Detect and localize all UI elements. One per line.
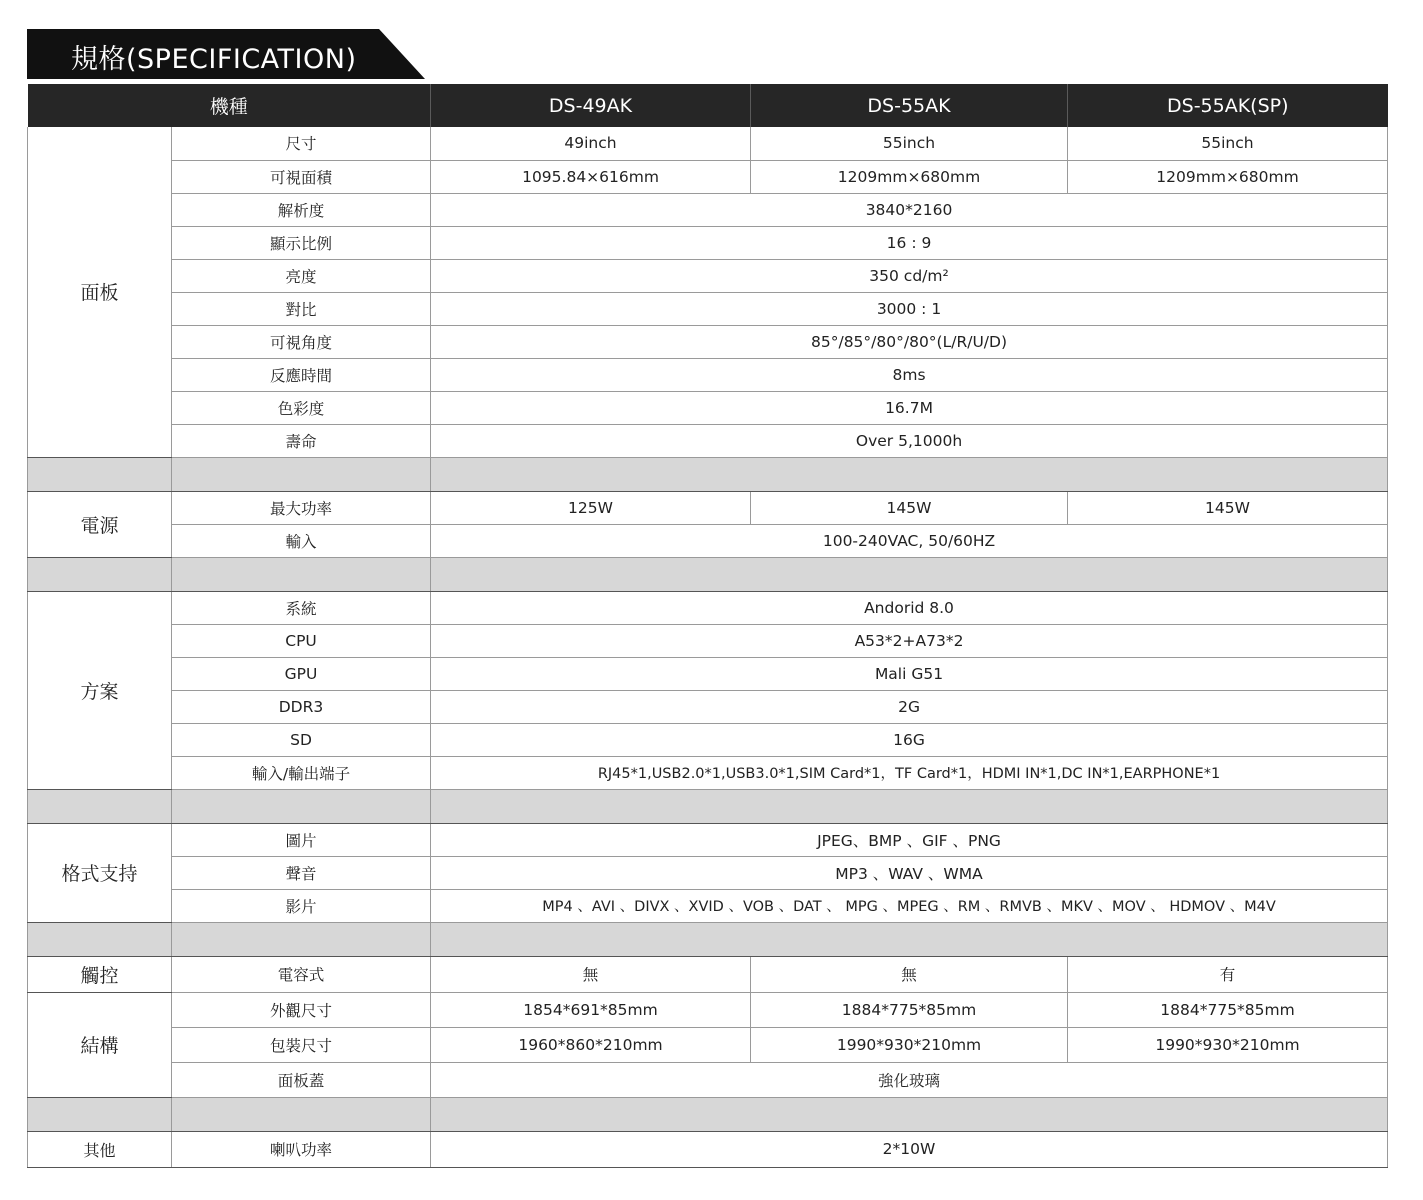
- cell-value: 1884*775*85mm: [1068, 992, 1388, 1027]
- row-label: 包裝尺寸: [172, 1027, 431, 1062]
- category-power: 電源: [28, 491, 172, 557]
- cell-value: 55inch: [751, 127, 1068, 160]
- row-label: 最大功率: [172, 491, 431, 524]
- header-model-2: DS-55AK: [751, 84, 1068, 127]
- cell-value: 1854*691*85mm: [431, 992, 751, 1027]
- table-row: [28, 524, 1388, 557]
- cell-value: 3840*2160: [431, 193, 1388, 226]
- table-row: [28, 992, 1388, 1027]
- cell-value: 100-240VAC, 50/60HZ: [431, 524, 1388, 557]
- cell-value: 無: [431, 956, 751, 992]
- table-row: [28, 358, 1388, 391]
- separator-row: [28, 1097, 1388, 1131]
- row-label: DDR3: [172, 690, 431, 723]
- row-label: 外觀尺寸: [172, 992, 431, 1027]
- table-row: [28, 325, 1388, 358]
- table-row: [28, 823, 1388, 856]
- section-title-tab: [27, 29, 425, 79]
- cell-value: 85°/85°/80°/80°(L/R/U/D): [431, 325, 1388, 358]
- cell-value: A53*2+A73*2: [431, 624, 1388, 657]
- row-label: SD: [172, 723, 431, 756]
- table-row: [28, 160, 1388, 193]
- cell-value: 1960*860*210mm: [431, 1027, 751, 1062]
- table-row: [28, 624, 1388, 657]
- row-label: 系統: [172, 591, 431, 624]
- table-row: [28, 657, 1388, 690]
- row-label: 顯示比例: [172, 226, 431, 259]
- table-row: [28, 1027, 1388, 1062]
- row-label: 影片: [172, 889, 431, 922]
- table-row: [28, 956, 1388, 992]
- cell-value: 1884*775*85mm: [751, 992, 1068, 1027]
- row-label: 喇叭功率: [172, 1131, 431, 1167]
- cell-value: 49inch: [431, 127, 751, 160]
- cell-value: 1095.84×616mm: [431, 160, 751, 193]
- table-row: [28, 889, 1388, 922]
- cell-value: MP4 、AVI 、DIVX 、XVID 、VOB 、DAT 、 MPG 、MPEG 、RM 、RMVB 、MKV 、MOV 、 HDMOV 、M4V: [431, 889, 1388, 922]
- separator-row: [28, 557, 1388, 591]
- cell-value: 16G: [431, 723, 1388, 756]
- row-label: 圖片: [172, 823, 431, 856]
- cell-value: 350 cd/m²: [431, 259, 1388, 292]
- cell-value: RJ45*1,USB2.0*1,USB3.0*1,SIM Card*1，TF Card*1，HDMI IN*1,DC IN*1,EARPHONE*1: [431, 756, 1388, 789]
- cell-value: 無: [751, 956, 1068, 992]
- table-row: [28, 424, 1388, 457]
- cell-value: 1209mm×680mm: [1068, 160, 1388, 193]
- table-row: [28, 292, 1388, 325]
- table-row: [28, 226, 1388, 259]
- row-label: GPU: [172, 657, 431, 690]
- cell-value: Over 5,1000h: [431, 424, 1388, 457]
- row-label: 面板蓋: [172, 1062, 431, 1097]
- row-label: 輸入/輸出端子: [172, 756, 431, 789]
- category-touch: 觸控: [28, 956, 172, 992]
- row-label: 對比: [172, 292, 431, 325]
- table-row: [28, 259, 1388, 292]
- table-row: [28, 756, 1388, 789]
- table-row: [28, 1062, 1388, 1097]
- cell-value: 1209mm×680mm: [751, 160, 1068, 193]
- row-label: 可視面積: [172, 160, 431, 193]
- category-structure: 結構: [28, 992, 172, 1097]
- cell-value: Andorid 8.0: [431, 591, 1388, 624]
- header-model-1: DS-49AK: [431, 84, 751, 127]
- cell-value: 3000 : 1: [431, 292, 1388, 325]
- row-label: 壽命: [172, 424, 431, 457]
- cell-value: 有: [1068, 956, 1388, 992]
- row-label: 解析度: [172, 193, 431, 226]
- cell-value: 8ms: [431, 358, 1388, 391]
- cell-value: 145W: [751, 491, 1068, 524]
- category-formats: 格式支持: [28, 823, 172, 922]
- spec-table: [27, 84, 1388, 1168]
- row-label: 輸入: [172, 524, 431, 557]
- table-row: [28, 391, 1388, 424]
- cell-value: 145W: [1068, 491, 1388, 524]
- row-label: 亮度: [172, 259, 431, 292]
- separator-row: [28, 789, 1388, 823]
- row-label: 反應時間: [172, 358, 431, 391]
- table-row: [28, 856, 1388, 889]
- cell-value: 125W: [431, 491, 751, 524]
- header-model-label: 機種: [28, 84, 431, 127]
- table-row: [28, 491, 1388, 524]
- table-row: [28, 723, 1388, 756]
- table-row: [28, 1131, 1388, 1167]
- table-row: [28, 193, 1388, 226]
- row-label: 色彩度: [172, 391, 431, 424]
- cell-value: 16.7M: [431, 391, 1388, 424]
- category-other: 其他: [28, 1131, 172, 1167]
- row-label: 可視角度: [172, 325, 431, 358]
- category-solution: 方案: [28, 591, 172, 789]
- row-label: 聲音: [172, 856, 431, 889]
- cell-value: JPEG、BMP 、GIF 、PNG: [431, 823, 1388, 856]
- cell-value: Mali G51: [431, 657, 1388, 690]
- separator-row: [28, 457, 1388, 491]
- cell-value: 55inch: [1068, 127, 1388, 160]
- separator-row: [28, 922, 1388, 956]
- cell-value: 1990*930*210mm: [1068, 1027, 1388, 1062]
- cell-value: 2G: [431, 690, 1388, 723]
- cell-value: 強化玻璃: [431, 1062, 1388, 1097]
- row-label: 尺寸: [172, 127, 431, 160]
- table-row: [28, 127, 1388, 160]
- page-title: 規格(SPECIFICATION): [71, 44, 357, 75]
- cell-value: 16 : 9: [431, 226, 1388, 259]
- table-row: [28, 591, 1388, 624]
- header-model-3: DS-55AK(SP): [1068, 84, 1388, 127]
- cell-value: 1990*930*210mm: [751, 1027, 1068, 1062]
- cell-value: MP3 、WAV 、WMA: [431, 856, 1388, 889]
- table-row: [28, 690, 1388, 723]
- row-label: CPU: [172, 624, 431, 657]
- category-panel: 面板: [28, 127, 172, 457]
- row-label: 電容式: [172, 956, 431, 992]
- header-row: [28, 84, 1388, 127]
- cell-value: 2*10W: [431, 1131, 1388, 1167]
